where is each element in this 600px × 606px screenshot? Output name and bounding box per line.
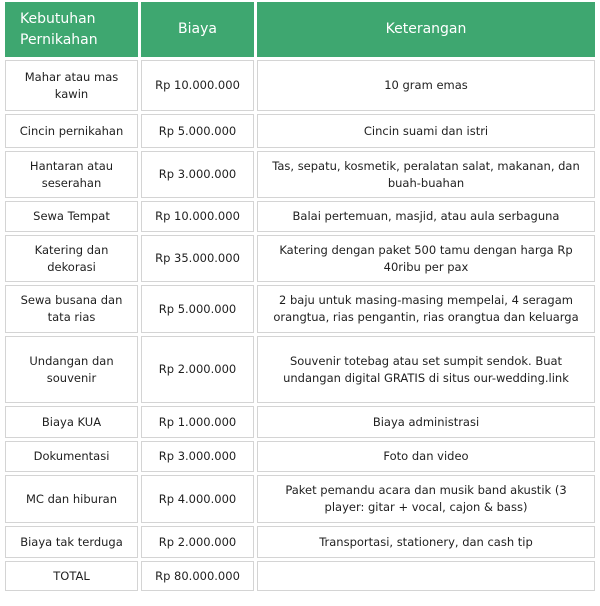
item-cell: Sewa Tempat (5, 201, 138, 232)
note-cell: Foto dan video (257, 441, 595, 472)
note-cell: Biaya administrasi (257, 406, 595, 438)
cost-cell: Rp 10.000.000 (141, 201, 254, 232)
note-cell: Balai pertemuan, masjid, atau aula serbaguna (257, 201, 595, 232)
header-biaya: Biaya (141, 2, 254, 57)
cost-cell: Rp 2.000.000 (141, 526, 254, 558)
table-header-row (5, 2, 595, 57)
cost-cell: Rp 3.000.000 (141, 151, 254, 198)
item-cell: Sewa busana dan tata rias (5, 285, 138, 333)
note-cell: Tas, sepatu, kosmetik, peralatan salat, makanan, dan buah-buahan (257, 151, 595, 198)
note-cell: Souvenir totebag atau set sumpit sendok. Buat undangan digital GRATIS di situs our-wedding.link (257, 336, 595, 403)
table-row (5, 114, 595, 148)
item-cell: Hantaran atau seserahan (5, 151, 138, 198)
table-row (5, 151, 595, 198)
cost-cell: Rp 4.000.000 (141, 475, 254, 523)
table-row (5, 60, 595, 111)
table-row (5, 406, 595, 438)
cost-cell: Rp 5.000.000 (141, 285, 254, 333)
table-row (5, 441, 595, 472)
item-cell: Dokumentasi (5, 441, 138, 472)
table-row (5, 475, 595, 523)
note-cell: Cincin suami dan istri (257, 114, 595, 148)
table-row (5, 336, 595, 403)
note-cell: Transportasi, stationery, dan cash tip (257, 526, 595, 558)
item-cell: MC dan hiburan (5, 475, 138, 523)
item-cell: Undangan dan souvenir (5, 336, 138, 403)
cost-cell: Rp 1.000.000 (141, 406, 254, 438)
table-row (5, 235, 595, 282)
note-cell: 2 baju untuk masing-masing mempelai, 4 seragam orangtua, rias pengantin, rias orangtua dan keluarga (257, 285, 595, 333)
wedding-cost-table (5, 2, 595, 604)
table-row (5, 526, 595, 558)
total-note (257, 561, 595, 591)
item-cell: Katering dan dekorasi (5, 235, 138, 282)
item-cell: Mahar atau mas kawin (5, 60, 138, 111)
header-keterangan: Keterangan (257, 2, 595, 57)
table-row (5, 285, 595, 333)
note-cell: 10 gram emas (257, 60, 595, 111)
cost-cell: Rp 3.000.000 (141, 441, 254, 472)
item-cell: Biaya KUA (5, 406, 138, 438)
cost-cell: Rp 5.000.000 (141, 114, 254, 148)
total-row (5, 561, 595, 591)
cost-cell: Rp 2.000.000 (141, 336, 254, 403)
note-cell: Katering dengan paket 500 tamu dengan harga Rp 40ribu per pax (257, 235, 595, 282)
item-cell: Cincin pernikahan (5, 114, 138, 148)
table-row (5, 201, 595, 232)
cost-cell: Rp 10.000.000 (141, 60, 254, 111)
note-cell: Paket pemandu acara dan musik band akustik (3 player: gitar + vocal, cajon & bass) (257, 475, 595, 523)
item-cell: Biaya tak terduga (5, 526, 138, 558)
cost-cell: Rp 35.000.000 (141, 235, 254, 282)
header-kebutuhan: Kebutuhan Pernikahan (5, 2, 138, 57)
total-cost: Rp 80.000.000 (141, 561, 254, 591)
total-label: TOTAL (5, 561, 138, 591)
